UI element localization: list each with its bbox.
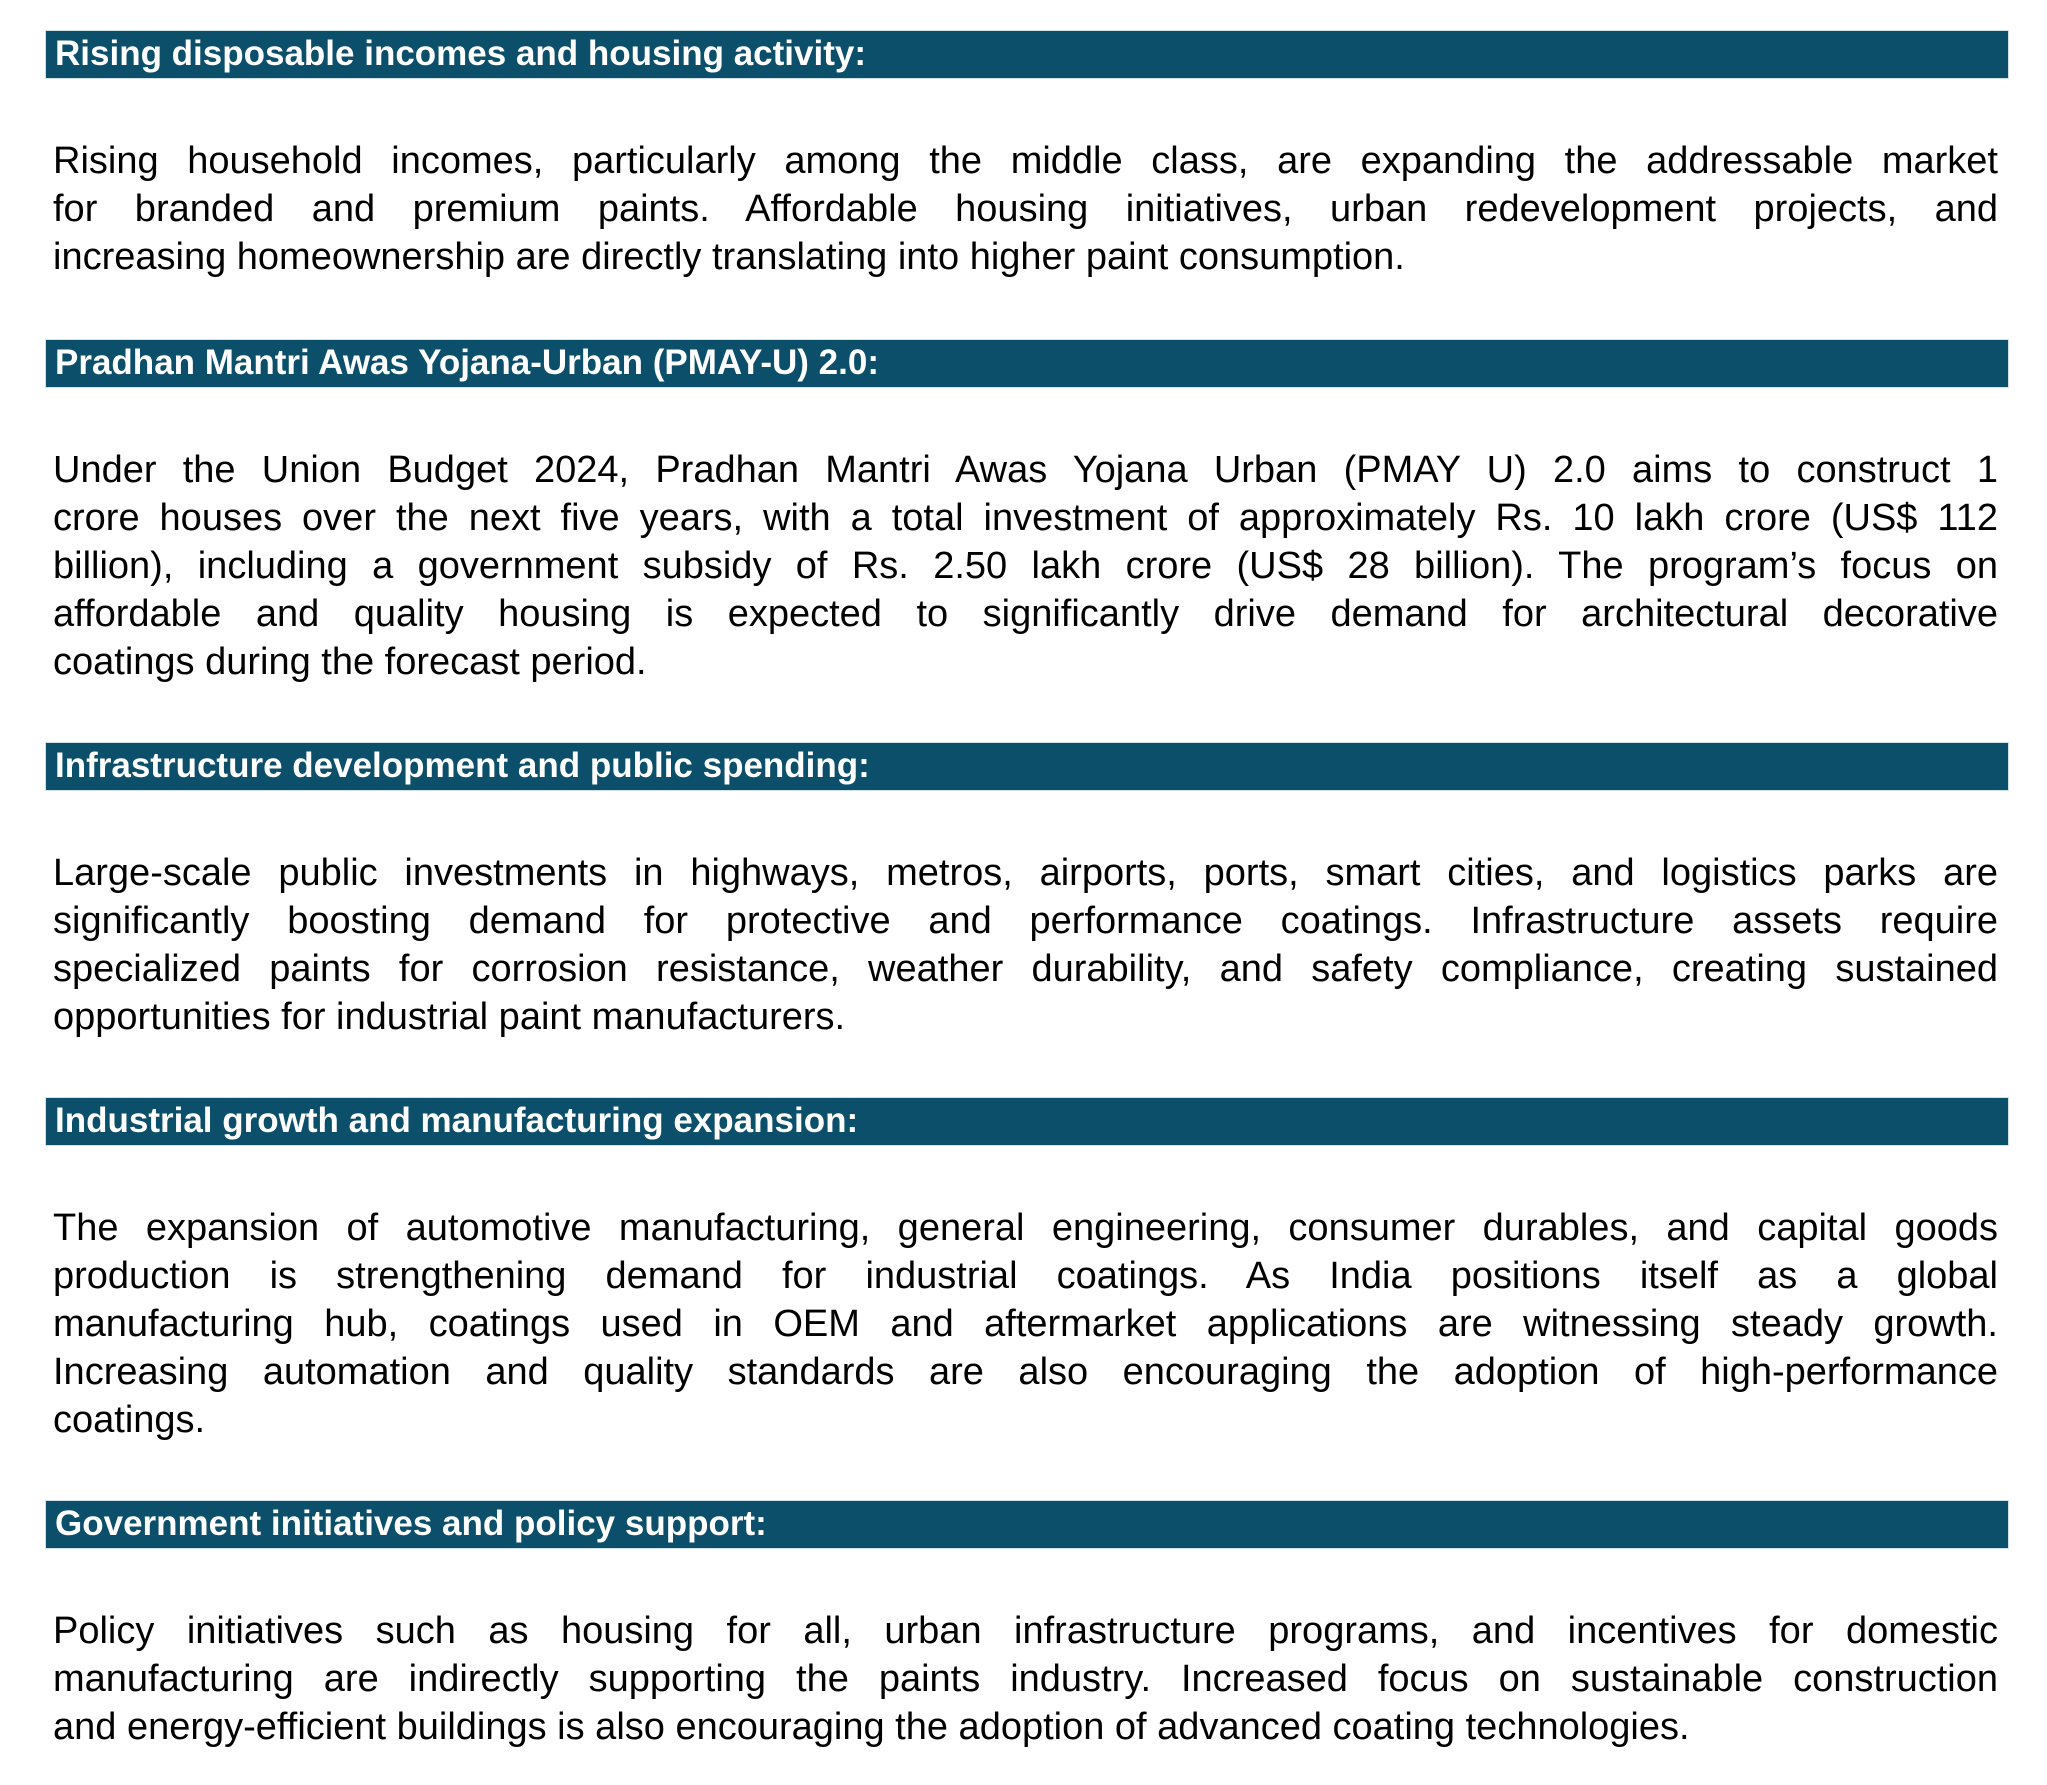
body-line: coatings during the forecast period. <box>53 641 647 683</box>
section-body-pmay-u <box>53 446 1998 686</box>
body-line: Increasing automation and quality standards are also encouraging the adoption of high-performance <box>53 1351 1998 1393</box>
body-line: billion), including a government subsidy of Rs. 2.50 lakh crore (US$ 28 billion). The program’s focus on <box>53 545 1998 587</box>
body-line: for branded and premium paints. Affordable housing initiatives, urban redevelopment projects, and <box>53 188 1998 230</box>
section-body-government-initiatives <box>53 1607 1998 1751</box>
body-line: The expansion of automotive manufacturing, general engineering, consumer durables, and capital goods <box>53 1207 1998 1249</box>
section-header-industrial-growth <box>46 1098 2008 1145</box>
section-title: Infrastructure development and public spending: <box>55 746 870 785</box>
section-header-rising-incomes <box>46 31 2008 78</box>
body-line: and energy-efficient buildings is also encouraging the adoption of advanced coating technologies. <box>53 1706 1690 1748</box>
body-line: manufacturing are indirectly supporting the paints industry. Increased focus on sustainable construction <box>53 1658 1998 1700</box>
body-line: Rising household incomes, particularly among the middle class, are expanding the addressable market <box>53 140 1998 182</box>
body-line: coatings. <box>53 1399 206 1441</box>
section-header-pmay-u <box>46 340 2008 387</box>
body-line: significantly boosting demand for protective and performance coatings. Infrastructure assets require <box>53 900 1998 942</box>
body-line: Under the Union Budget 2024, Pradhan Mantri Awas Yojana Urban (PMAY U) 2.0 aims to construct 1 <box>53 449 1998 491</box>
section-header-infrastructure <box>46 743 2008 790</box>
section-header-government-initiatives <box>46 1501 2008 1548</box>
body-line: opportunities for industrial paint manufacturers. <box>53 996 846 1038</box>
section-body-infrastructure <box>53 849 1998 1041</box>
body-line: crore houses over the next five years, with a total investment of approximately Rs. 10 lakh crore (US$ 112 <box>53 497 1998 539</box>
section-title: Government initiatives and policy support: <box>55 1504 767 1543</box>
body-line: specialized paints for corrosion resistance, weather durability, and safety compliance, creating sustained <box>53 948 1998 990</box>
section-title: Pradhan Mantri Awas Yojana-Urban (PMAY-U) 2.0: <box>55 343 879 382</box>
section-title: Rising disposable incomes and housing activity: <box>55 34 866 73</box>
body-line: Large-scale public investments in highways, metros, airports, ports, smart cities, and logistics parks are <box>53 852 1998 894</box>
body-line: Policy initiatives such as housing for all, urban infrastructure programs, and incentives for domestic <box>53 1610 1998 1652</box>
body-line: manufacturing hub, coatings used in OEM and aftermarket applications are witnessing steady growth. <box>53 1303 1998 1345</box>
body-line: affordable and quality housing is expected to significantly drive demand for architectural decorative <box>53 593 1998 635</box>
section-title: Industrial growth and manufacturing expansion: <box>55 1101 859 1140</box>
section-body-rising-incomes <box>53 137 1998 281</box>
body-line: increasing homeownership are directly translating into higher paint consumption. <box>53 236 1405 278</box>
body-line: production is strengthening demand for industrial coatings. As India positions itself as a global <box>53 1255 1998 1297</box>
section-body-industrial-growth <box>53 1204 1998 1444</box>
